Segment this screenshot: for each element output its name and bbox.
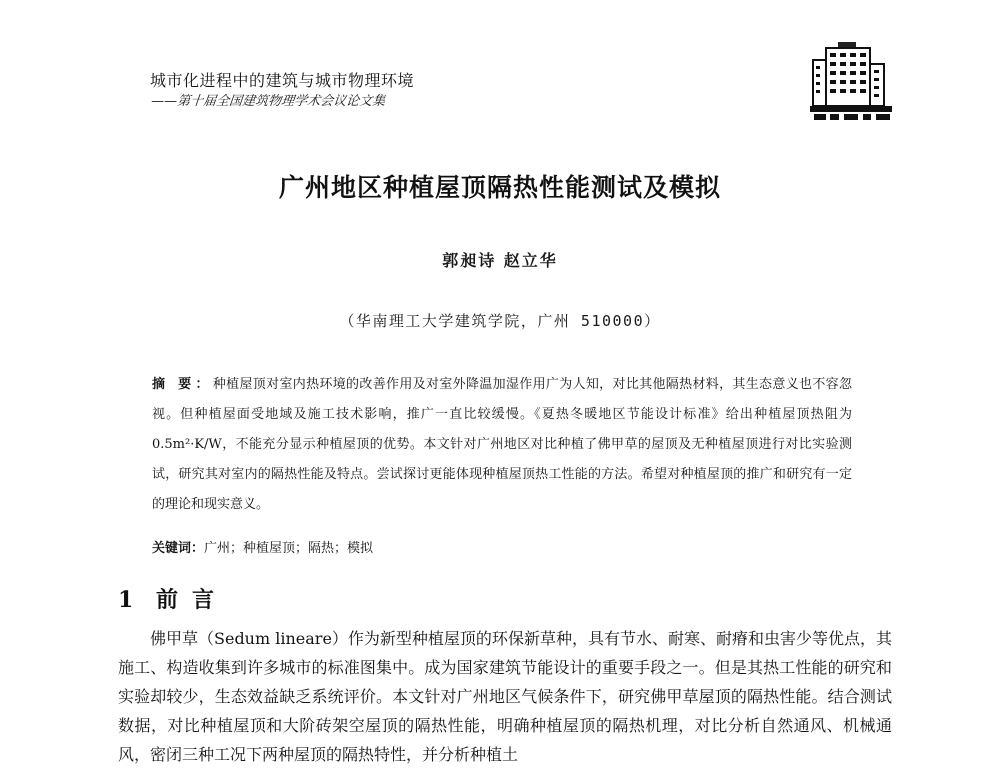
keywords-text: 广州；种植屋顶；隔热；模拟 bbox=[204, 541, 374, 556]
proceedings-title: 城市化进程中的建筑与城市物理环境 bbox=[150, 71, 415, 90]
section-number: 1 bbox=[118, 587, 134, 613]
building-logo-icon bbox=[808, 40, 894, 124]
keywords bbox=[152, 537, 852, 561]
paper-title: 广州地区种植屋顶隔热性能测试及模拟 bbox=[278, 173, 721, 202]
abstract bbox=[152, 370, 852, 520]
affiliation: （华南理工大学建筑学院，广州 510000） bbox=[339, 312, 661, 330]
abstract-label: 摘 要： bbox=[152, 377, 213, 392]
proceedings-subtitle: ——第十届全国建筑物理学术会议论文集 bbox=[150, 94, 386, 109]
abstract-text: 种植屋顶对室内热环境的改善作用及对室外降温加湿作用广为人知，对比其他隔热材料，其生态意义也不容忽视。但种植屋面受地域及施工技术影响，推广一直比较缓慢。《夏热冬暖地区节能设计标准》给出种植屋顶热阻为 0.5m²·K/W，不能充分显示种植屋顶的优势。本文针对广州地区对比种植了佛甲草的屋顶及无种植屋顶进行对比实验测试，研究其对室内的隔热性能及特点。尝试探讨更能体现种植屋顶热工性能的方法。希望对种植屋顶的推广和研究有一定的理论和现实意义。 bbox=[152, 377, 852, 512]
body-paragraph: 佛甲草（Sedum lineare）作为新型种植屋顶的环保新草种，具有节水、耐寒、耐瘠和虫害少等优点，其施工、构造收集到许多城市的标准图集中。成为国家建筑节能设计的重要手段之一。但是其热工性能的研究和实验却较少，生态效益缺乏系统评价。本文针对广州地区气候条件下，研究佛甲草屋顶的隔热性能。结合测试数据，对比种植屋顶和大阶砖架空屋顶的隔热性能，明确种植屋顶的隔热机理，对比分析自然通风、机械通风，密闭三种工况下两种屋顶的隔热特性，并分析种植土 bbox=[118, 629, 892, 764]
section-title: 前言 bbox=[156, 587, 229, 613]
section-heading bbox=[118, 584, 228, 616]
authors: 郭昶诗 赵立华 bbox=[442, 251, 558, 270]
keywords-label: 关键词： bbox=[152, 541, 205, 556]
body-text bbox=[118, 624, 892, 769]
running-head bbox=[150, 70, 790, 112]
